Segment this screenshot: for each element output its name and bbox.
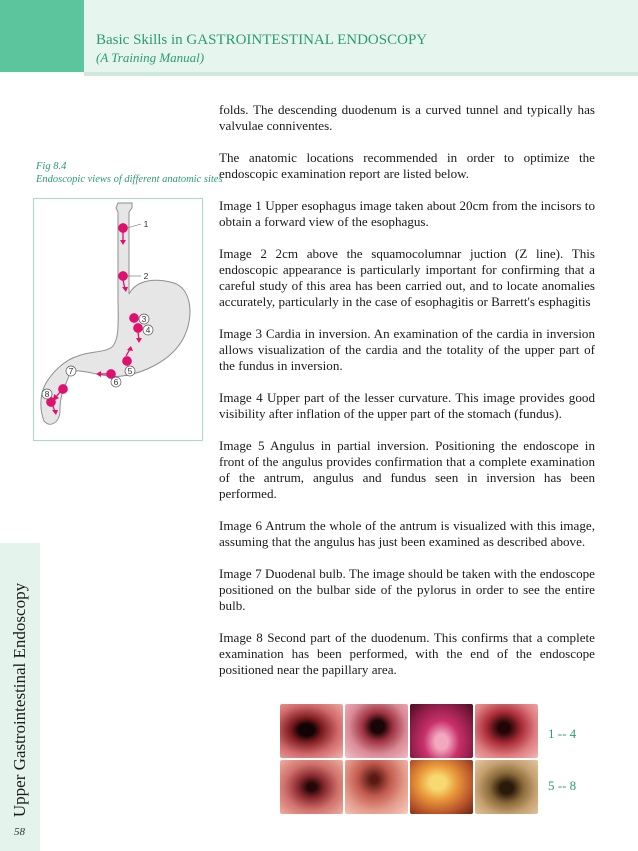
figure-number: Fig 8.4 [36, 161, 67, 172]
endoscopy-photo-7 [410, 760, 473, 814]
page-number: 58 [14, 826, 25, 838]
marker-dot-7 [59, 385, 67, 393]
marker-label-2: 2 [143, 271, 149, 281]
paragraph-image-7: Image 7 Duodenal bulb. The image should be taken with the endoscope positioned on the bulbar side of the pylorus in order to see the entire bulb. [219, 566, 595, 613]
stomach-diagram [33, 198, 203, 441]
paragraph-image-3: Image 3 Cardia in inversion. An examination of the cardia in inversion allows visualization of the cardia and the totality of the upper part of the fundus in inversion. [219, 326, 595, 373]
figure-caption-text: Endoscopic views of different anatomic sites [36, 174, 223, 185]
marker-label-4: 4 [145, 325, 151, 335]
endoscopy-photo-6 [345, 760, 408, 814]
marker-dot-4 [134, 324, 142, 332]
marker-label-1: 1 [143, 219, 149, 229]
marker-label-7: 7 [68, 366, 74, 376]
endoscopy-photo-4 [475, 704, 538, 758]
marker-label-6: 6 [113, 377, 119, 387]
endoscopy-photo-1 [280, 704, 343, 758]
paragraph-image-6: Image 6 Antrum the whole of the antrum is visualized with this image, assuming that the angulus has just been examined as described above. [219, 518, 595, 549]
marker-label-8: 8 [44, 389, 50, 399]
figure-caption [36, 160, 223, 186]
photo-row-2-label: 5 -- 8 [548, 778, 577, 793]
paragraph-image-2: Image 2 2cm above the squamocolumnar juction (Z line). This endoscopic appearance is particularly important for confirming that a careful study of this area has been carried out, and to locate anomalies accurately, particularly in the case of esophagitis or Barrett's esphagitis [219, 246, 595, 309]
header-divider [84, 72, 638, 76]
chapter-vertical-title: Upper Gastrointestinal Endoscopy [10, 582, 29, 818]
paragraph-image-5: Image 5 Angulus in partial inversion. Positioning the endoscope in front of the angulus provides confirmation that a complete examination of the antrum, angulus and fundus seen in inversion has been performed. [219, 438, 595, 501]
marker-label-5: 5 [127, 366, 133, 376]
paragraph-image-8: Image 8 Second part of the duodenum. This confirms that a complete examination has been performed, with the end of the endoscope positioned near the papillary area. [219, 630, 595, 677]
endoscopy-photo-grid [280, 704, 539, 816]
marker-dot-5 [123, 357, 131, 365]
paragraph-intro: folds. The descending duodenum is a curved tunnel and typically has valvulae conniventes. [219, 102, 595, 133]
marker-dot-3 [130, 314, 138, 322]
paragraph-image-4: Image 4 Upper part of the lesser curvature. This image provides good visibility after inflation of the upper part of the stomach (fundus). [219, 390, 595, 421]
header-corner-block [0, 0, 84, 72]
paragraph-locations: The anatomic locations recommended in order to optimize the endoscopic examination report are listed below. [219, 150, 595, 181]
endoscopy-photo-5 [280, 760, 343, 814]
marker-label-3: 3 [141, 314, 147, 324]
body-text [219, 102, 595, 694]
paragraph-image-1: Image 1 Upper esophagus image taken about 20cm from the incisors to obtain a forward view of the esophagus. [219, 198, 595, 229]
marker-dot-1 [119, 224, 127, 232]
book-subtitle: (A Training Manual) [96, 50, 205, 65]
endoscopy-photo-2 [345, 704, 408, 758]
book-title: Basic Skills in GASTROINTESTINAL ENDOSCOPY [96, 32, 428, 48]
marker-dot-2 [119, 272, 127, 280]
photo-row-1-label: 1 -- 4 [548, 726, 577, 741]
endoscopy-photo-3 [410, 704, 473, 758]
stomach-diagram-svg [34, 199, 202, 440]
endoscopy-photo-8 [475, 760, 538, 814]
